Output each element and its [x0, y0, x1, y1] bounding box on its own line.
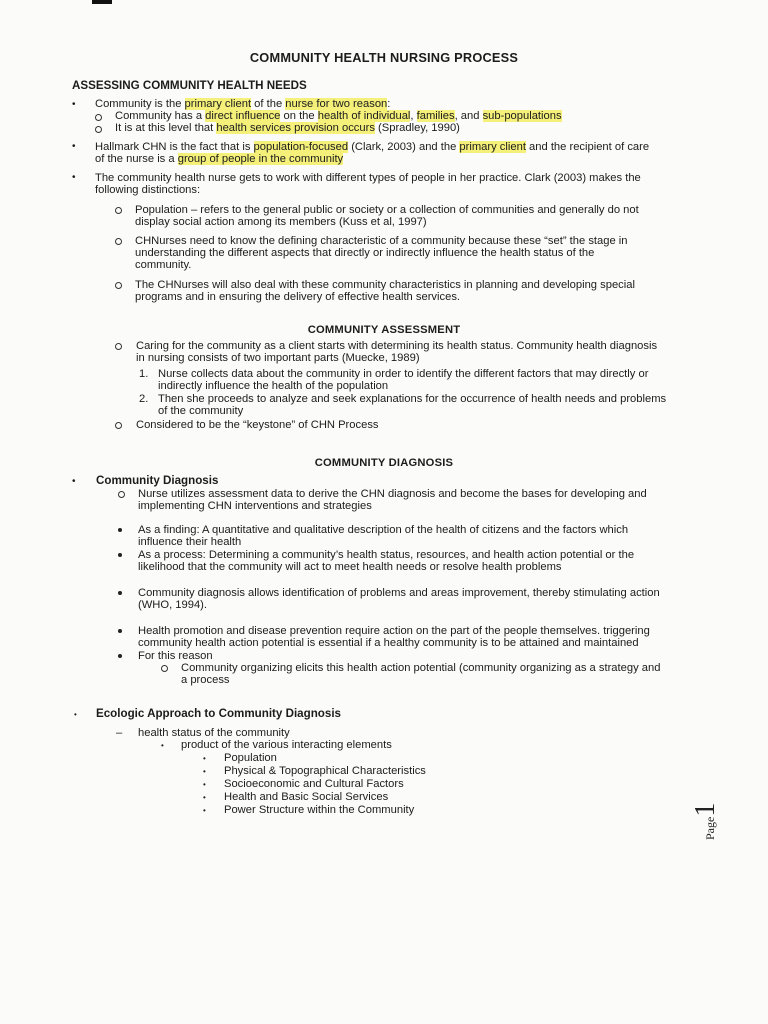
paragraph: CHNurses need to know the defining characteristic of a community because these “set” the stage in: [135, 235, 628, 247]
circle-bullet: [95, 114, 102, 121]
paragraph: of the nurse is a group of people in the community: [95, 153, 344, 165]
list-item: Health and Basic Social Services: [224, 791, 389, 803]
bullet: [118, 629, 122, 633]
bullet: •: [72, 99, 76, 110]
list-number: 2.: [139, 393, 149, 405]
paragraph: The CHNurses will also deal with these community characteristics in planning and developing special: [135, 279, 635, 291]
paragraph: The community health nurse gets to work with different types of people in her practice. Clark (2003) makes the: [95, 172, 641, 184]
paragraph: influence their health: [138, 536, 242, 548]
paragraph: product of the various interacting elements: [181, 739, 392, 751]
paragraph: Nurse utilizes assessment data to derive the CHN diagnosis and become the bases for developing and: [138, 488, 647, 500]
bullet: [118, 591, 122, 595]
circle-bullet: [115, 343, 122, 350]
bullet: •: [203, 806, 206, 815]
paragraph: display social action among its members (Kuss et al, 1997): [135, 216, 427, 228]
paragraph: Hallmark CHN is the fact that is population-focused (Clark, 2003) and the primary client and the recipient of care: [95, 141, 650, 153]
list-item: Physical & Topographical Characteristics: [224, 765, 426, 777]
bullet: •: [161, 741, 164, 750]
bullet: •: [203, 793, 206, 802]
paragraph: a process: [181, 674, 230, 686]
bullet: •: [72, 476, 76, 487]
paragraph: community health action potential is essential if a healthy community is to be attained and maintained: [138, 637, 639, 649]
circle-bullet: [115, 422, 122, 429]
list-item: Socioeconomic and Cultural Factors: [224, 778, 404, 790]
bullet: •: [72, 172, 76, 183]
bullet: [118, 654, 122, 658]
paragraph: Community diagnosis allows identification of problems and areas improvement, thereby stimulating action: [138, 587, 660, 599]
list-number: 1.: [139, 368, 149, 380]
circle-bullet: [115, 282, 122, 289]
paragraph: understanding the different aspects that directly or indirectly influence the health status of the: [135, 247, 595, 259]
paragraph: Community has a direct influence on the health of individual, families, and sub-populations: [115, 110, 562, 122]
page-number: [690, 800, 740, 840]
paragraph: health status of the community: [138, 727, 290, 739]
paragraph: Caring for the community as a client starts with determining its health status. Community health diagnosis: [136, 340, 658, 352]
dash-bullet: –: [116, 727, 123, 739]
bullet: [118, 553, 122, 557]
bullet: •: [203, 754, 206, 763]
paragraph: following distinctions:: [95, 184, 201, 196]
bullet: [118, 528, 122, 532]
circle-bullet: [161, 665, 168, 672]
paragraph: implementing CHN interventions and strategies: [138, 500, 372, 512]
paragraph: As a process: Determining a community’s health status, resources, and health action potential or the: [138, 549, 635, 561]
paragraph: Then she proceeds to analyze and seek explanations for the occurrence of health needs and problems: [158, 393, 667, 405]
section-heading-diagnosis: COMMUNITY DIAGNOSIS: [314, 457, 454, 469]
paragraph: in nursing consists of two important parts (Muecke, 1989): [136, 352, 420, 364]
circle-bullet: [95, 126, 102, 133]
paragraph: Considered to be the “keystone” of CHN Process: [136, 419, 379, 431]
paragraph: likelihood that the community will act to meet health needs or resolve health problems: [138, 561, 562, 573]
paragraph: (WHO, 1994).: [138, 599, 208, 611]
paragraph: indirectly influence the health of the population: [158, 380, 389, 392]
document-title: COMMUNITY HEALTH NURSING PROCESS: [249, 50, 519, 65]
bullet: •: [203, 780, 206, 789]
list-item: Population: [224, 752, 277, 764]
page-digit: 1: [690, 802, 721, 817]
circle-bullet: [118, 491, 125, 498]
paragraph: As a finding: A quantitative and qualitative description of the health of citizens and the factors which: [138, 524, 629, 536]
circle-bullet: [115, 207, 122, 214]
section-heading-assessing: ASSESSING COMMUNITY HEALTH NEEDS: [72, 79, 307, 92]
subheading-community-diagnosis: Community Diagnosis: [96, 474, 219, 487]
paragraph: Nurse collects data about the community in order to identify the different factors that may directly or: [158, 368, 649, 380]
paragraph: For this reason: [138, 650, 213, 662]
paragraph: It is at this level that health services provision occurs (Spradley, 1990): [115, 122, 460, 134]
paragraph: community.: [135, 259, 192, 271]
page-label: Page: [703, 816, 717, 840]
bullet: •: [203, 767, 206, 776]
paragraph: Community organizing elicits this health action potential (community organizing as a strategy and: [181, 662, 661, 674]
scan-edge-mark: [92, 0, 112, 4]
bullet: •: [74, 710, 77, 719]
circle-bullet: [115, 238, 122, 245]
list-item: Power Structure within the Community: [224, 804, 415, 816]
bullet: •: [72, 141, 76, 152]
paragraph: programs and in ensuring the delivery of effective health services.: [135, 291, 461, 303]
paragraph: Community is the primary client of the nurse for two reason:: [95, 98, 391, 110]
paragraph: Population – refers to the general public or society or a collection of communities and generally do not: [135, 204, 639, 216]
paragraph: Health promotion and disease prevention require action on the part of the people themselves. triggering: [138, 625, 650, 637]
section-heading-assessment: COMMUNITY ASSESSMENT: [307, 324, 461, 336]
paragraph: of the community: [158, 405, 244, 417]
subheading-ecologic-approach: Ecologic Approach to Community Diagnosis: [96, 707, 341, 720]
